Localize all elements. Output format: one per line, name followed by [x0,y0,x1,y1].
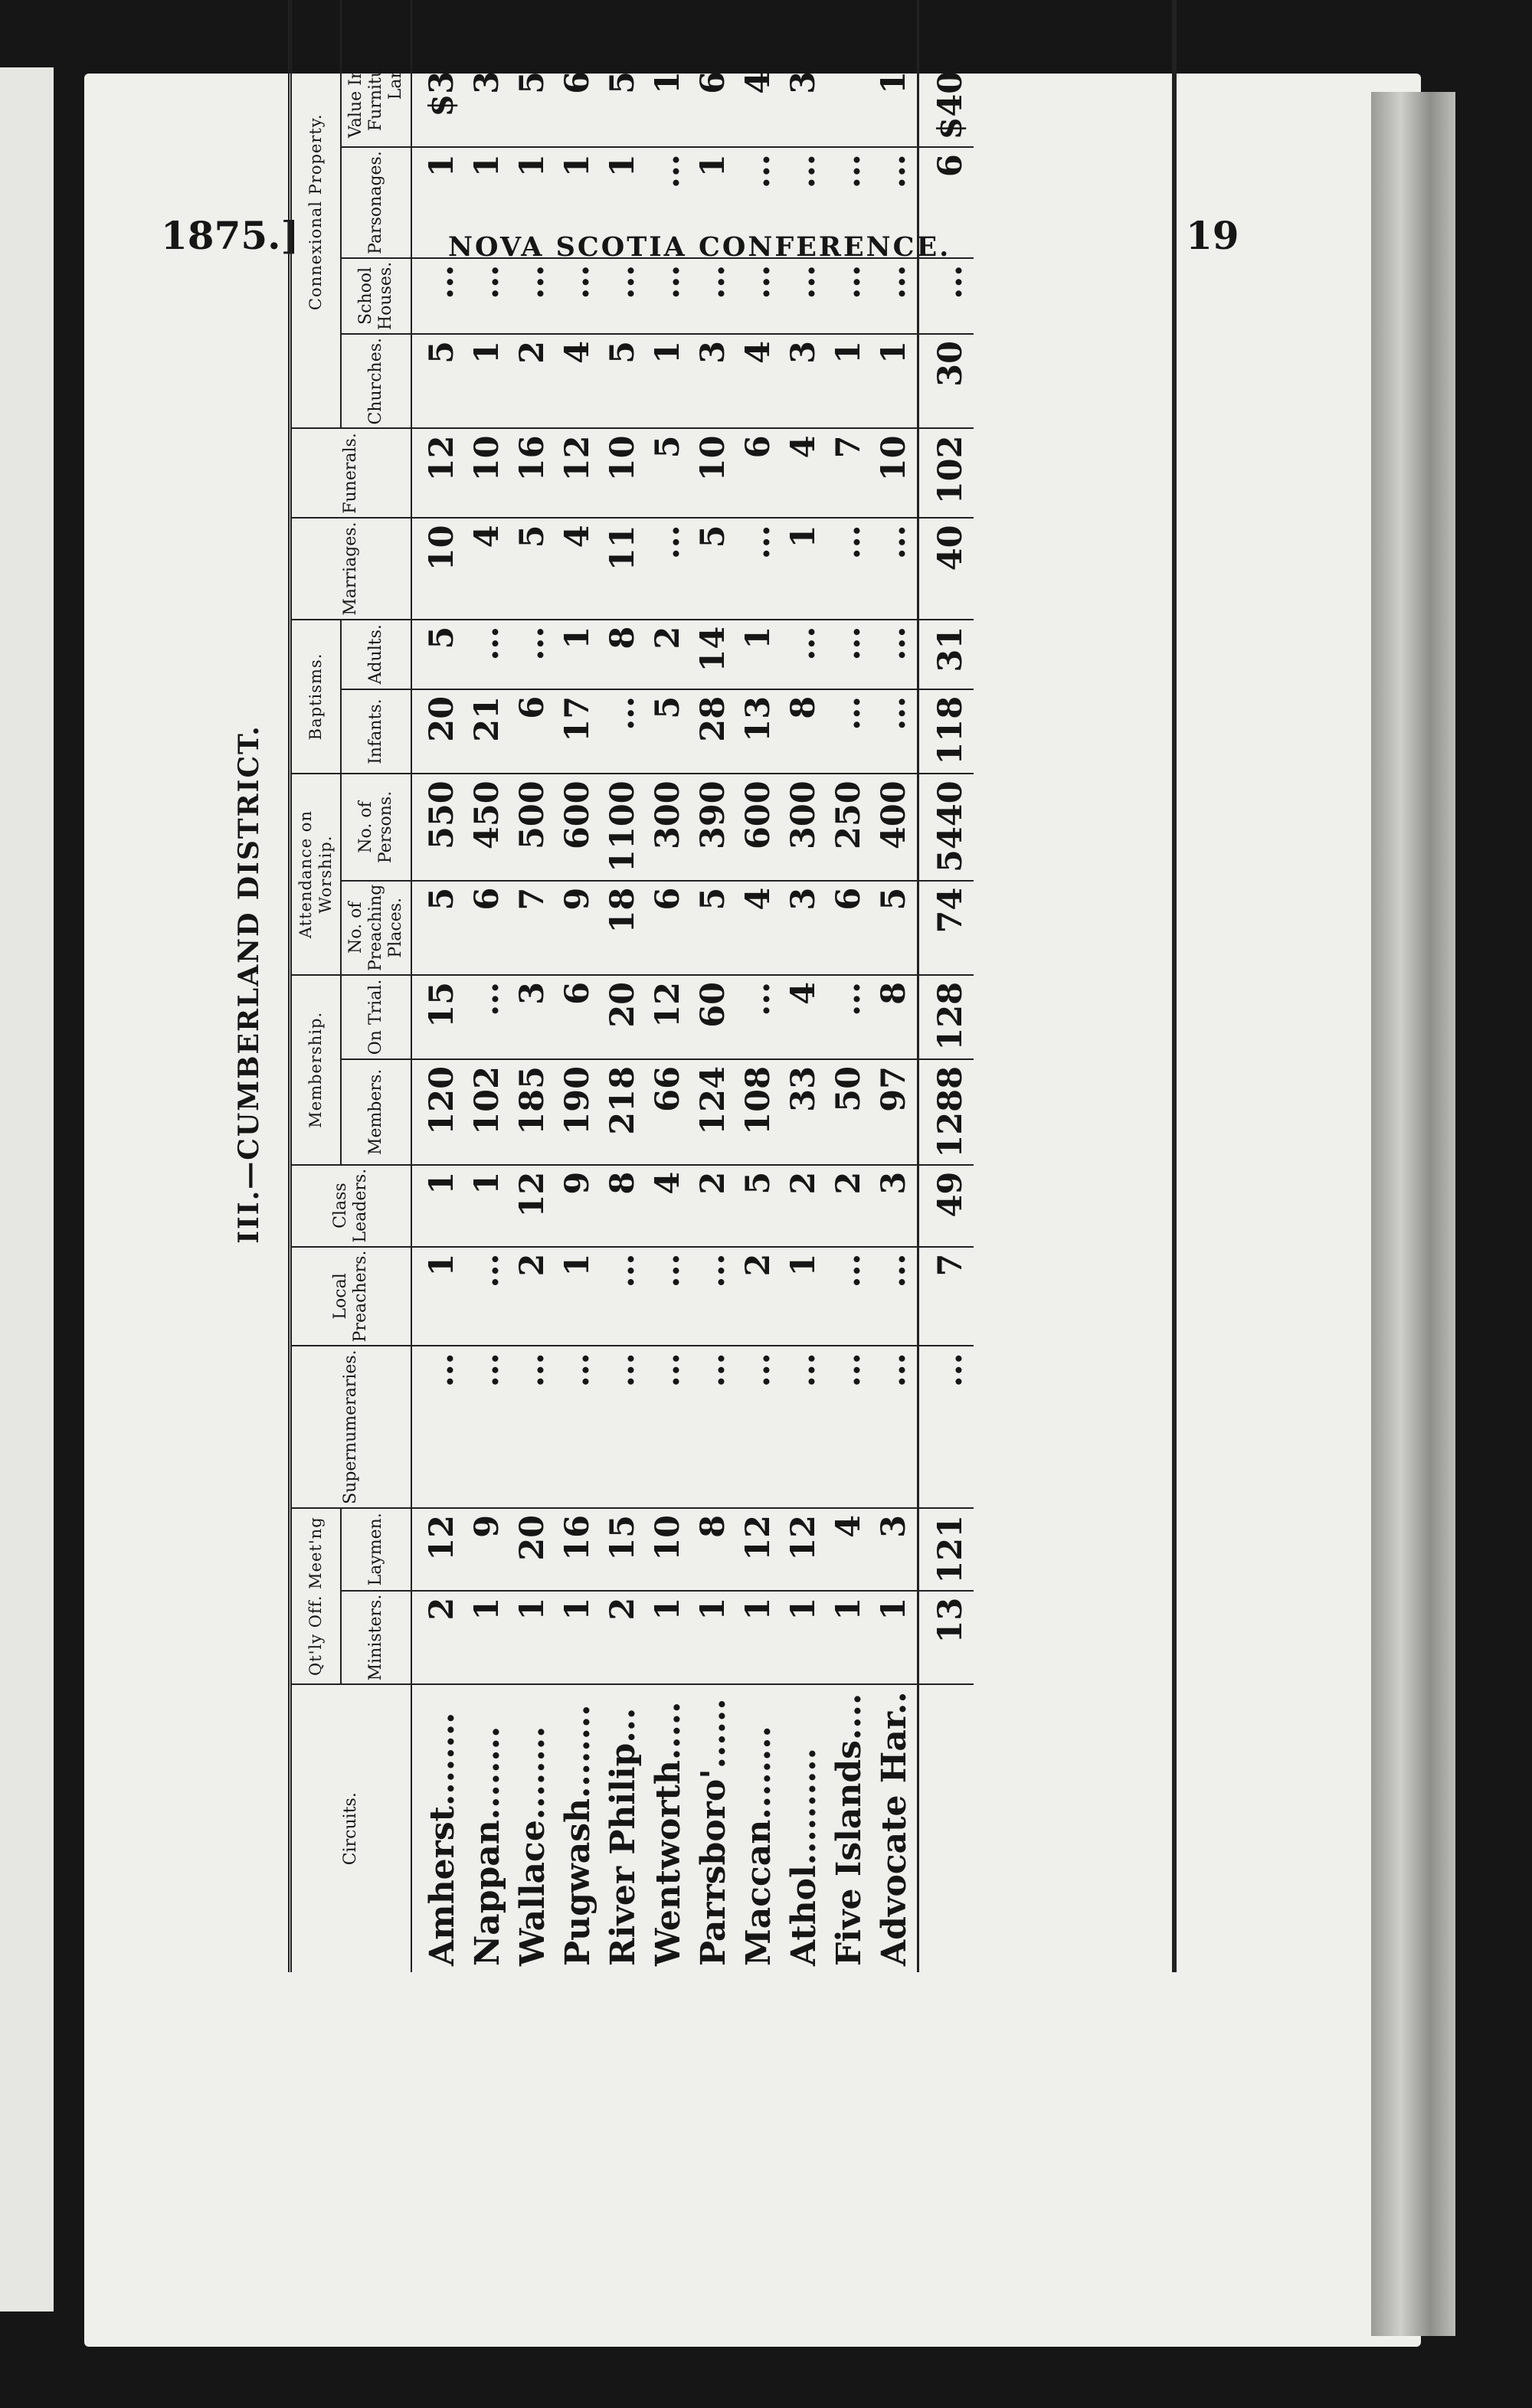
cell-ministers: 1 [736,1591,781,1685]
header-adults: Adults. [341,620,411,689]
cell-value: 1500 [872,0,918,147]
cell-class-leaders: 9 [555,1165,601,1247]
header-infants: Infants. [341,689,411,774]
cell-value: 3500 [465,0,510,147]
total-parsonages: 6 [918,147,974,258]
cell-class-leaders: 2 [781,1165,827,1247]
cell-class-leaders: 2 [827,1165,872,1247]
cell-school-houses: ... [872,258,918,334]
header-baptisms: Baptisms. [291,620,341,774]
cell-churches: 1 [872,334,918,428]
header-laymen: Laymen. [341,1508,411,1591]
header-circuits: Circuits. [291,1684,411,1972]
cell-on-trial: 15 [411,975,465,1059]
cell-parsonages: 1 [510,147,555,258]
header-churches: Churches. [341,334,411,428]
cell-circuit: Parrsboro'...... [694,1698,733,1966]
cell-class-leaders: 12 [510,1165,555,1247]
header-class-leaders: Class Leaders. [291,1165,411,1247]
cell-supernumeraries: ... [827,1346,872,1508]
cell-supernumeraries: ... [555,1346,601,1508]
cell-parsonages: 1 [691,147,736,258]
cell-local-preachers: 1 [555,1247,601,1346]
total-value: $40550 [918,0,974,147]
cell-laymen: 20 [510,1508,555,1591]
cell-members: 185 [510,1059,555,1165]
cell-marriages: 10 [411,518,465,619]
cell-on-trial: 3 [510,975,555,1059]
cell-members: 218 [601,1059,646,1165]
cell-members: 124 [691,1059,736,1165]
table-row [465,0,510,1972]
cell-school-houses: ... [465,258,510,334]
header-connexional-property: Connexional Property. [291,0,341,428]
cell-class-leaders: 2 [691,1165,736,1247]
cell-marriages: 1 [781,518,827,619]
cell-members: 66 [646,1059,691,1165]
cell-ministers: 1 [872,1591,918,1685]
cell-school-houses: ... [510,258,555,334]
total-churches: 30 [918,334,974,428]
cell-preaching-places: 7 [510,881,555,975]
cell-adults: 5 [411,620,465,689]
total-members: 1288 [918,1059,974,1165]
cell-value: 4000 [736,0,781,147]
cell-local-preachers: 2 [736,1247,781,1346]
cell-marriages: 5 [510,518,555,619]
cell-preaching-places: 6 [646,881,691,975]
cell-marriages: 4 [555,518,601,619]
cell-infants: 6 [510,689,555,774]
cell-marriages: ... [827,518,872,619]
cell-circuit: Five Islands.... [830,1693,869,1966]
cell-class-leaders: 5 [736,1165,781,1247]
page-number: 19 [1186,213,1239,258]
total-circuit [918,1684,974,1972]
cell-school-houses: ... [781,258,827,334]
cell-parsonages: 1 [465,147,510,258]
cell-adults: 1 [555,620,601,689]
cell-laymen: 12 [736,1508,781,1591]
cell-ministers: 2 [601,1591,646,1685]
cell-ministers: 1 [510,1591,555,1685]
cell-on-trial: 20 [601,975,646,1059]
cell-ministers: 1 [691,1591,736,1685]
cell-churches: 3 [691,334,736,428]
cell-local-preachers: ... [827,1247,872,1346]
cell-supernumeraries: ... [691,1346,736,1508]
cell-funerals: 7 [827,428,872,518]
cell-preaching-places: 6 [465,881,510,975]
cell-marriages: ... [736,518,781,619]
cell-churches: 4 [555,334,601,428]
previous-page-edge [0,67,54,2311]
cell-school-houses: ... [827,258,872,334]
cell-parsonages: ... [872,147,918,258]
cell-funerals: 16 [510,428,555,518]
cell-funerals: 10 [872,428,918,518]
total-supernumeraries: ... [918,1346,974,1508]
cell-adults: ... [781,620,827,689]
cell-laymen: 10 [646,1508,691,1591]
cell-persons: 1100 [601,774,646,880]
cell-adults: ... [510,620,555,689]
total-class-leaders: 49 [918,1165,974,1247]
cell-circuit: Wentworth..... [649,1701,688,1966]
header-preaching-places: No. of Preaching Places. [341,881,411,975]
cell-preaching-places: 3 [781,881,827,975]
cell-members: 97 [872,1059,918,1165]
cell-ministers: 2 [411,1591,465,1685]
cell-churches: 1 [827,334,872,428]
table-row [781,0,827,1972]
cell-preaching-places: 5 [872,881,918,975]
cell-supernumeraries: ... [411,1346,465,1508]
table-row [691,0,736,1972]
cell-class-leaders: 3 [872,1165,918,1247]
cell-value: 5000 [601,0,646,147]
cell-parsonages: ... [781,147,827,258]
cell-circuit: Nappan........ [468,1726,507,1966]
cell-supernumeraries: ... [646,1346,691,1508]
table-row [555,0,601,1972]
cell-preaching-places: 18 [601,881,646,975]
cell-on-trial: ... [465,975,510,1059]
cell-value: 6100 [555,0,601,147]
header-members: Members. [341,1059,411,1165]
cell-school-houses: ... [646,258,691,334]
cell-circuit: Wallace........ [513,1726,552,1966]
cell-laymen: 9 [465,1508,510,1591]
cell-adults: ... [465,620,510,689]
cell-on-trial: 6 [555,975,601,1059]
cell-laymen: 15 [601,1508,646,1591]
total-persons: 5440 [918,774,974,880]
cell-members: 190 [555,1059,601,1165]
table-row [411,0,465,1972]
total-school-houses: ... [918,258,974,334]
cell-marriages: ... [646,518,691,619]
total-local-preachers: 7 [918,1247,974,1346]
table-row [601,0,646,1972]
total-laymen: 121 [918,1508,974,1591]
cell-preaching-places: 9 [555,881,601,975]
table-row [646,0,691,1972]
cell-marriages: 5 [691,518,736,619]
cell-adults: 14 [691,620,736,689]
cell-members: 102 [465,1059,510,1165]
cell-infants: 17 [555,689,601,774]
cell-local-preachers: ... [465,1247,510,1346]
cell-adults: 2 [646,620,691,689]
cell-persons: 390 [691,774,736,880]
table-body [411,0,974,1972]
cell-local-preachers: ... [691,1247,736,1346]
cell-parsonages: 1 [411,147,465,258]
cell-funerals: 5 [646,428,691,518]
header-persons: No. of Persons. [341,774,411,880]
header-attendance: Attendance on Worship. [291,774,341,975]
cell-churches: 1 [646,334,691,428]
header-marriages: Marriages. [291,518,411,619]
cell-circuit: Pugwash........ [558,1704,597,1966]
cell-persons: 300 [646,774,691,880]
cell-school-houses: ... [411,258,465,334]
cell-value: 400 [827,0,872,147]
cell-laymen: 12 [411,1508,465,1591]
cell-churches: 5 [601,334,646,428]
cell-on-trial: 60 [691,975,736,1059]
cell-local-preachers: ... [872,1247,918,1346]
table-row [872,0,918,1972]
cell-laymen: 4 [827,1508,872,1591]
cell-persons: 450 [465,774,510,880]
total-marriages: 40 [918,518,974,619]
cell-circuit: Advocate Har.. [875,1691,914,1966]
cell-class-leaders: 1 [465,1165,510,1247]
cell-local-preachers: ... [646,1247,691,1346]
cell-funerals: 12 [555,428,601,518]
table-row [510,0,555,1972]
cell-ministers: 1 [465,1591,510,1685]
cell-infants: ... [872,689,918,774]
cell-laymen: 8 [691,1508,736,1591]
cell-churches: 2 [510,334,555,428]
cell-infants: ... [827,689,872,774]
cell-circuit: Maccan........ [739,1726,778,1966]
cell-on-trial: 8 [872,975,918,1059]
district-title: III.—CUMBERLAND DISTRICT. [233,725,265,1244]
cell-parsonages: ... [736,147,781,258]
cell-on-trial: 12 [646,975,691,1059]
header-qtly-off-meeting: Qt'ly Off. Meet'ng [291,1508,341,1684]
cell-churches: 3 [781,334,827,428]
header-on-trial: On Trial. [341,975,411,1059]
cell-preaching-places: 5 [691,881,736,975]
total-adults: 31 [918,620,974,689]
cell-funerals: 6 [736,428,781,518]
cell-adults: ... [827,620,872,689]
cell-class-leaders: 4 [646,1165,691,1247]
table-row [736,0,781,1972]
header-membership: Membership. [291,975,341,1165]
cell-on-trial: 4 [781,975,827,1059]
cell-persons: 250 [827,774,872,880]
cell-infants: 13 [736,689,781,774]
cell-infants: 5 [646,689,691,774]
cell-marriages: 11 [601,518,646,619]
cell-funerals: 12 [411,428,465,518]
header-funerals: Funerals. [291,428,411,518]
running-head-title: NOVA SCOTIA CONFERENCE. [448,231,951,263]
cell-adults: 1 [736,620,781,689]
cell-persons: 600 [555,774,601,880]
cell-persons: 400 [872,774,918,880]
cell-value: 5500 [510,0,555,147]
cell-supernumeraries: ... [872,1346,918,1508]
header-ministers: Ministers. [341,1591,411,1685]
cell-class-leaders: 8 [601,1165,646,1247]
cell-members: 50 [827,1059,872,1165]
cell-churches: 1 [465,334,510,428]
cell-supernumeraries: ... [601,1346,646,1508]
cell-circuit: Amherst........ [423,1712,462,1966]
cell-school-houses: ... [555,258,601,334]
cell-preaching-places: 4 [736,881,781,975]
cell-laymen: 16 [555,1508,601,1591]
cell-churches: 4 [736,334,781,428]
header-parsonages: Parsonages. [341,147,411,258]
cell-parsonages: ... [646,147,691,258]
cell-persons: 300 [781,774,827,880]
cell-adults: ... [872,620,918,689]
total-infants: 118 [918,689,974,774]
cell-churches: 5 [411,334,465,428]
cell-persons: 550 [411,774,465,880]
cell-supernumeraries: ... [465,1346,510,1508]
total-funerals: 102 [918,428,974,518]
statistics-table-rotated [214,0,1180,1972]
total-preaching-places: 74 [918,881,974,975]
cell-funerals: 10 [601,428,646,518]
cell-local-preachers: 2 [510,1247,555,1346]
cell-infants: 8 [781,689,827,774]
cell-infants: ... [601,689,646,774]
cell-preaching-places: 5 [411,881,465,975]
cell-persons: 600 [736,774,781,880]
header-supernumeraries: Supernumeraries. [291,1346,411,1508]
cell-value: 3000 [781,0,827,147]
cell-funerals: 4 [781,428,827,518]
running-head-year: 1875.] [161,213,300,258]
total-ministers: 13 [918,1591,974,1685]
cell-parsonages: ... [827,147,872,258]
table-bottom-rule [1172,0,1177,1972]
total-on-trial: 128 [918,975,974,1059]
cell-marriages: ... [872,518,918,619]
cell-value: 6700 [691,0,736,147]
circuit-statistics-table [291,0,974,1972]
cell-parsonages: 1 [601,147,646,258]
cell-school-houses: ... [736,258,781,334]
cell-marriages: 4 [465,518,510,619]
cell-infants: 21 [465,689,510,774]
cell-on-trial: ... [827,975,872,1059]
cell-value: 1100 [646,0,691,147]
cell-local-preachers: 1 [781,1247,827,1346]
cell-local-preachers: 1 [411,1247,465,1346]
cell-ministers: 1 [827,1591,872,1685]
cell-on-trial: ... [736,975,781,1059]
totals-row [918,0,974,1972]
cell-class-leaders: 1 [411,1165,465,1247]
cell-laymen: 3 [872,1508,918,1591]
cell-funerals: 10 [691,428,736,518]
cell-ministers: 1 [555,1591,601,1685]
cell-preaching-places: 6 [827,881,872,975]
cell-funerals: 10 [465,428,510,518]
cell-members: 120 [411,1059,465,1165]
cell-ministers: 1 [646,1591,691,1685]
cell-circuit: Athol.......... [784,1748,823,1966]
cell-adults: 8 [601,620,646,689]
header-value: Value Including Furniture and Lands. [341,0,411,147]
cell-supernumeraries: ... [510,1346,555,1508]
cell-value: $3750 [411,0,465,147]
cell-infants: 28 [691,689,736,774]
header-school-houses: School Houses. [341,258,411,334]
cell-members: 108 [736,1059,781,1165]
page-fore-edge [1371,92,1455,2336]
cell-parsonages: 1 [555,147,601,258]
cell-school-houses: ... [691,258,736,334]
cell-school-houses: ... [601,258,646,334]
cell-supernumeraries: ... [781,1346,827,1508]
cell-supernumeraries: ... [736,1346,781,1508]
cell-local-preachers: ... [601,1247,646,1346]
table-row [827,0,872,1972]
cell-ministers: 1 [781,1591,827,1685]
cell-persons: 500 [510,774,555,880]
cell-circuit: River Philip... [604,1707,643,1966]
cell-infants: 20 [411,689,465,774]
cell-members: 33 [781,1059,827,1165]
header-local-preachers: Local Preachers. [291,1247,411,1346]
cell-laymen: 12 [781,1508,827,1591]
